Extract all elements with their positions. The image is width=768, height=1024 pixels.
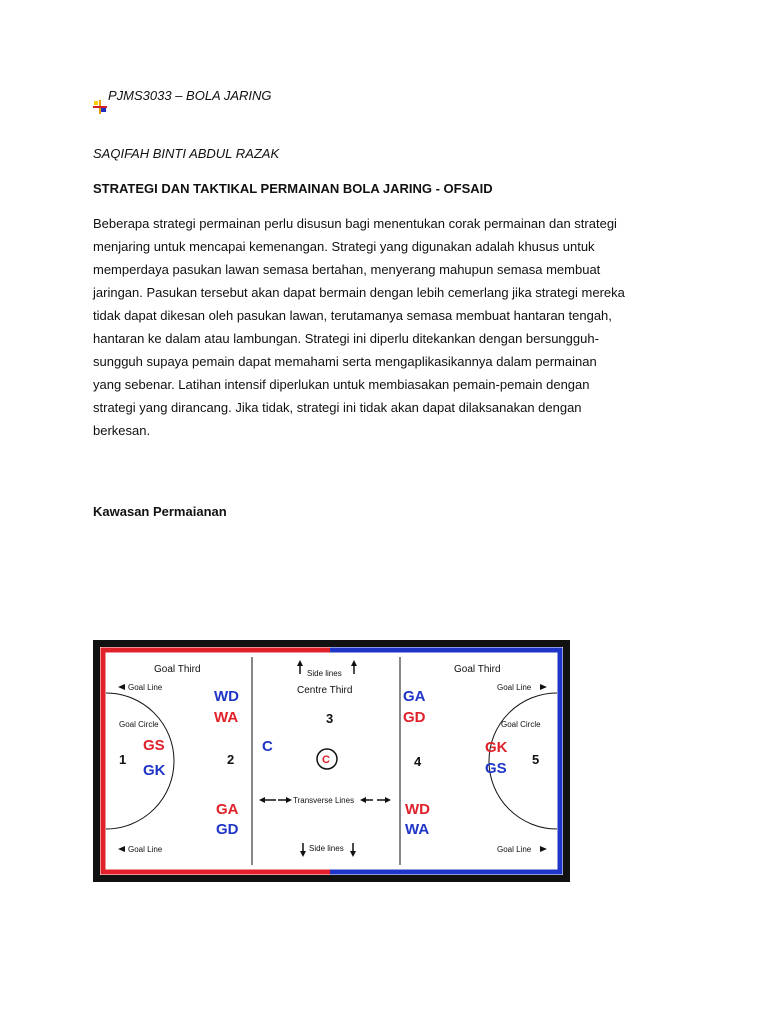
goal-line-bl-label: Goal Line bbox=[128, 845, 163, 854]
goal-circle-left-label: Goal Circle bbox=[119, 720, 159, 729]
body-paragraph bbox=[93, 212, 693, 442]
side-lines-bottom-label: Side lines bbox=[309, 844, 344, 853]
document-title: STRATEGI DAN TAKTIKAL PERMAINAN BOLA JARING - OFSAID bbox=[93, 181, 493, 196]
position-wa: WA bbox=[214, 709, 239, 726]
paragraph-line: Beberapa strategi permainan perlu disusun bagi menentukan corak permainan dan strategi bbox=[93, 216, 617, 231]
position-gs: GS bbox=[143, 737, 165, 754]
paragraph-line: memperdaya pasukan lawan semasa bertahan, menyerang mahupun semasa membuat bbox=[93, 262, 601, 277]
zone-number: 3 bbox=[326, 711, 334, 726]
section-title: Kawasan Permaianan bbox=[93, 504, 227, 519]
goal-third-right-label: Goal Third bbox=[454, 664, 501, 675]
paragraph-line: strategi yang dirancang. Jika tidak, strategi ini tidak akan dapat dilaksanakan dengan bbox=[93, 400, 582, 415]
position-gs: GS bbox=[485, 760, 507, 777]
position-c-blue: C bbox=[262, 738, 273, 755]
goal-line-br-label: Goal Line bbox=[497, 845, 532, 854]
goal-circle-right-label: Goal Circle bbox=[501, 720, 541, 729]
zone-number: 4 bbox=[414, 754, 422, 769]
paragraph-line: tidak dapat dikesan oleh pasukan lawan, terutamanya semasa membuat hantaran tengah, bbox=[93, 308, 612, 323]
netball-court-diagram bbox=[93, 640, 570, 882]
position-gk: GK bbox=[485, 739, 508, 756]
centre-third-label: Centre Third bbox=[297, 685, 353, 696]
position-gd: GD bbox=[403, 709, 426, 726]
course-code: PJMS3033 – BOLA JARING bbox=[108, 88, 272, 103]
transverse-lines-label: Transverse Lines bbox=[293, 796, 355, 805]
position-ga: GA bbox=[403, 688, 426, 705]
position-ga: GA bbox=[216, 801, 239, 818]
paragraph-line: jaringan. Pasukan tersebut akan dapat bermain dengan lebih cemerlang jika strategi mereka bbox=[93, 285, 625, 300]
paragraph-line: menjaring untuk mencapai kemenangan. Strategi yang digunakan adalah khusus untuk bbox=[93, 239, 595, 254]
position-gd: GD bbox=[216, 821, 239, 838]
paragraph-line: berkesan. bbox=[93, 423, 151, 438]
paragraph-line: hantaran ke dalam atau lambungan. Strategi ini diperlu ditekankan dengan bersungguh- bbox=[93, 331, 599, 346]
position-wa: WA bbox=[405, 821, 430, 838]
bullet-icon bbox=[93, 100, 107, 114]
goal-line-tr-label: Goal Line bbox=[497, 683, 532, 692]
position-gk: GK bbox=[143, 762, 166, 779]
position-c-red: C bbox=[322, 754, 330, 766]
zone-number: 2 bbox=[227, 752, 235, 767]
position-wd: WD bbox=[405, 801, 430, 818]
position-wd: WD bbox=[214, 688, 239, 705]
goal-line-tl-label: Goal Line bbox=[128, 683, 163, 692]
paragraph-line: sungguh supaya pemain dapat memahami serta mengaplikasikannya dalam permainan bbox=[93, 354, 597, 369]
author-name: SAQIFAH BINTI ABDUL RAZAK bbox=[93, 146, 280, 161]
zone-number: 5 bbox=[532, 752, 540, 767]
zone-number: 1 bbox=[119, 752, 127, 767]
goal-third-left-label: Goal Third bbox=[154, 664, 201, 675]
paragraph-line: yang sebenar. Latihan intensif diperlukan untuk membiasakan pemain-pemain dengan bbox=[93, 377, 590, 392]
side-lines-top-label: Side lines bbox=[307, 669, 342, 678]
